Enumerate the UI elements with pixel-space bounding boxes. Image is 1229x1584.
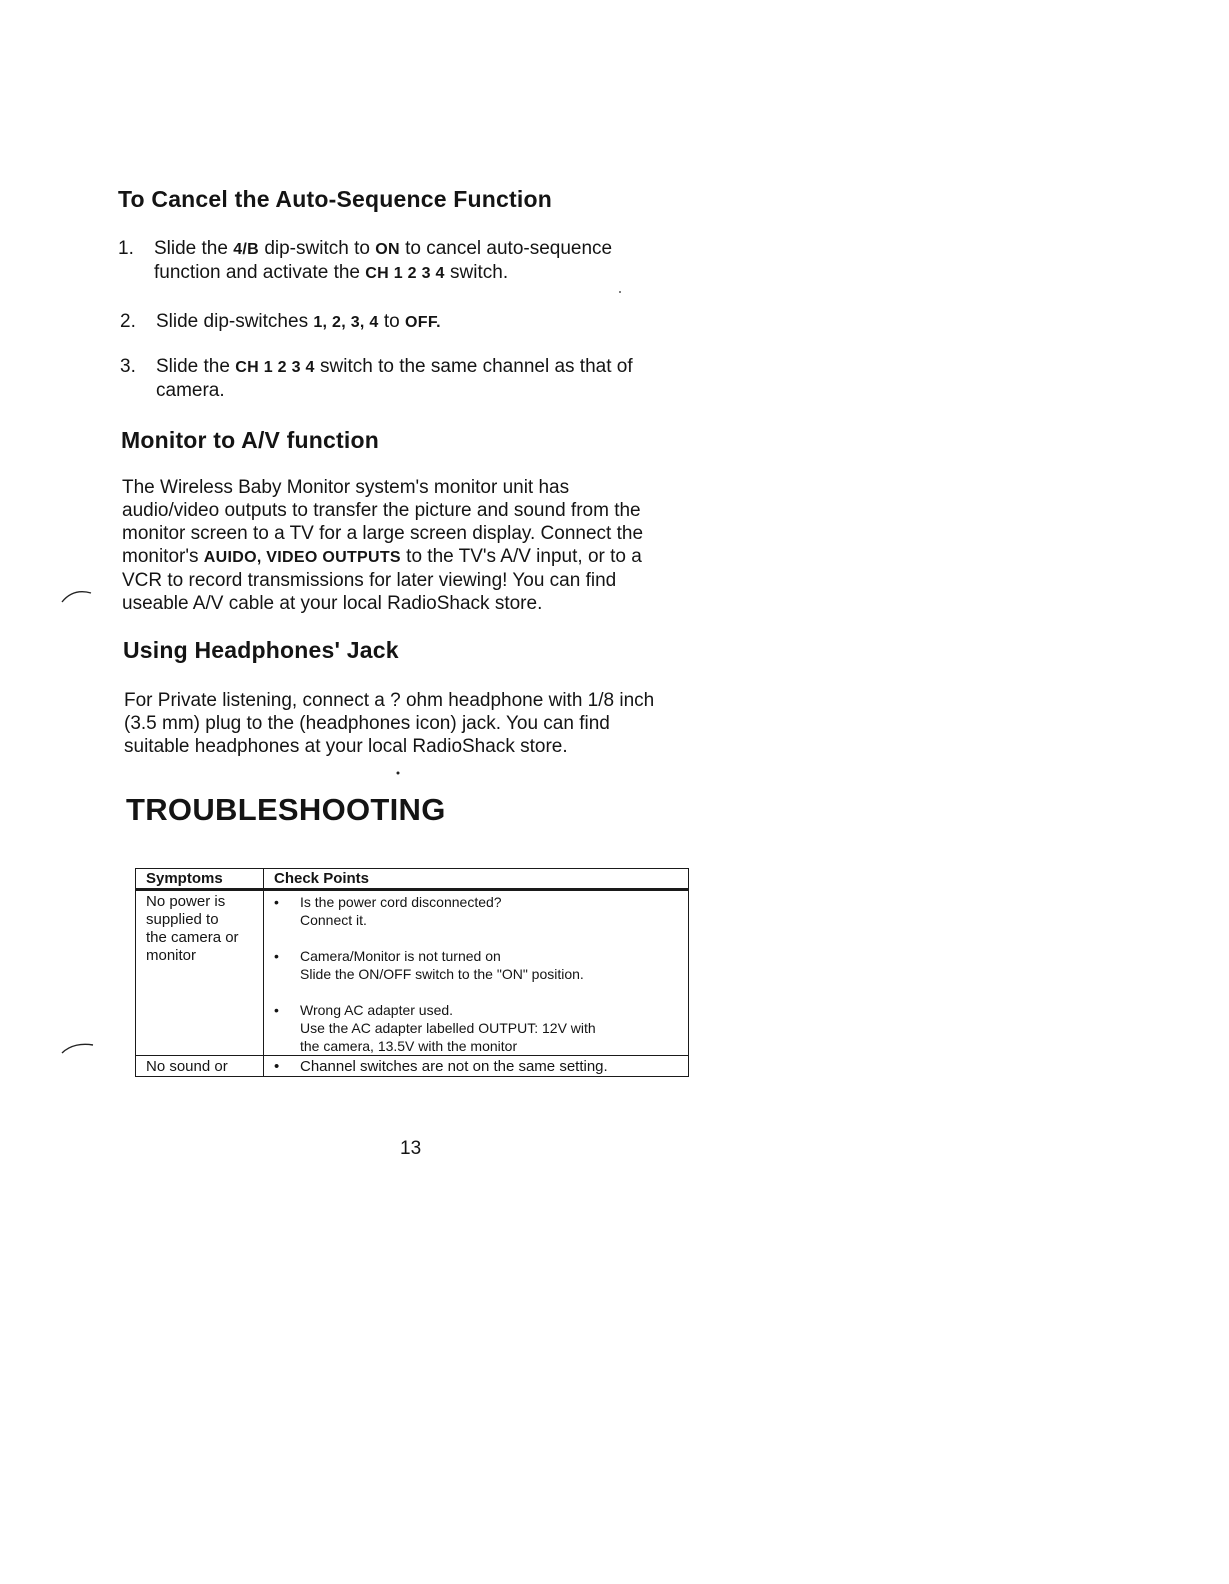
table-row bbox=[136, 1056, 689, 1077]
table-header-row bbox=[136, 869, 689, 890]
cancel-auto-sequence-heading: To Cancel the Auto-Sequence Function bbox=[118, 186, 552, 212]
list-item: • Camera/Monitor is not turned on Slide the ON/OFF switch to the "ON" position. bbox=[264, 947, 678, 983]
troubleshooting-table bbox=[135, 868, 689, 1077]
symptom-cell: No sound or bbox=[136, 1056, 264, 1077]
scan-dot bbox=[395, 770, 401, 776]
check-points-list bbox=[264, 893, 678, 1055]
margin-mark bbox=[60, 588, 94, 604]
step-number: 2. bbox=[120, 311, 136, 332]
symptoms-column-header: Symptoms bbox=[136, 869, 264, 890]
step-text: Slide the 4/B dip-switch to ON to cancel auto-sequence function and activate the CH 1 2 3 4 switch. bbox=[154, 238, 613, 283]
monitor-av-paragraph: The Wireless Baby Monitor system's monitor unit has audio/video outputs to transfer the picture and sound from the monitor screen to a TV for a large screen display. Connect the monitor's AUIDO, VIDEO OUTPUTS to the TV's A/V input, or to a VCR to record transmissions for later viewing! You can find useable A/V cable at your local RadioShack store. bbox=[122, 477, 644, 614]
scan-dot bbox=[618, 290, 622, 294]
step-text: Slide the CH 1 2 3 4 switch to the same channel as that of camera. bbox=[156, 356, 633, 401]
troubleshooting-heading: TROUBLESHOOTING bbox=[126, 792, 446, 827]
page-number: 13 bbox=[400, 1138, 422, 1159]
check-points-column-header: Check Points bbox=[264, 869, 689, 890]
list-item: • Channel switches are not on the same setting. bbox=[264, 1058, 678, 1076]
check-points-list bbox=[264, 1058, 678, 1076]
headphones-heading: Using Headphones' Jack bbox=[123, 637, 399, 663]
step-text: Slide dip-switches 1, 2, 3, 4 to OFF. bbox=[156, 311, 441, 332]
check-points-cell bbox=[264, 890, 689, 1056]
step-number: 1. bbox=[118, 238, 134, 259]
check-points-cell bbox=[264, 1056, 689, 1077]
headphones-paragraph: For Private listening, connect a ? ohm headphone with 1/8 inch (3.5 mm) plug to the (headphones icon) jack. You can find suitable headphones at your local RadioShack store. bbox=[124, 690, 655, 757]
table-row bbox=[136, 890, 689, 1056]
monitor-av-heading: Monitor to A/V function bbox=[121, 427, 379, 453]
list-item: • Wrong AC adapter used. Use the AC adapter labelled OUTPUT: 12V with the camera, 13.5V with the monitor bbox=[264, 1001, 678, 1055]
symptom-cell: No power is supplied to the camera or monitor bbox=[136, 890, 264, 1056]
list-item: • Is the power cord disconnected? Connect it. bbox=[264, 893, 678, 929]
step-number: 3. bbox=[120, 356, 136, 377]
margin-mark bbox=[60, 1040, 96, 1056]
